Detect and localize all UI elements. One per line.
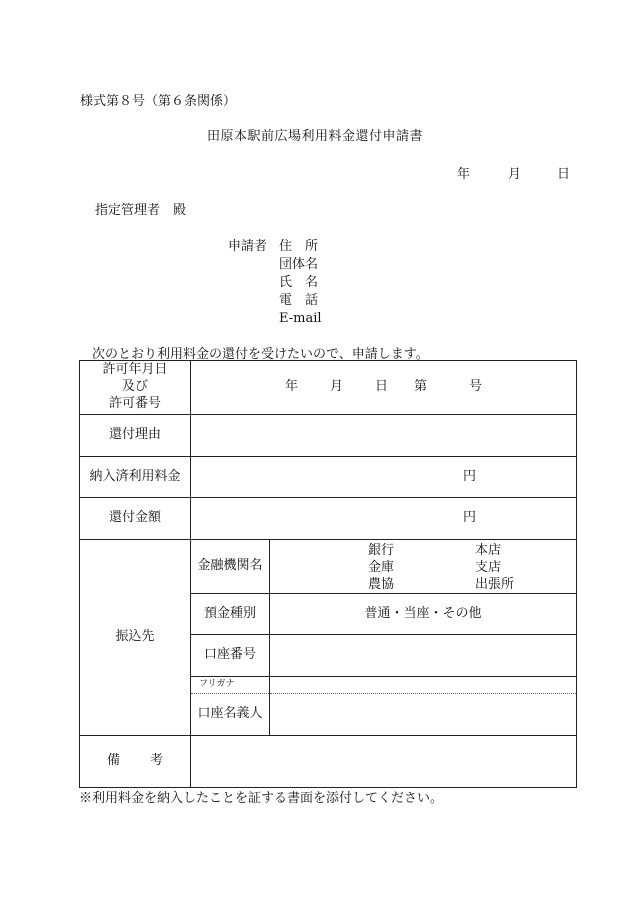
- document-title: 田原本駅前広場利用料金還付申請書: [206, 129, 423, 144]
- bank-type-kinko: 金庫: [368, 559, 395, 575]
- refund-amount-yen: 円: [463, 510, 477, 526]
- permit-label-line3: 許可番号: [108, 395, 161, 411]
- refund-amount-value-cell[interactable]: [191, 498, 577, 540]
- applicant-address-label: 住 所: [279, 239, 319, 254]
- permit-value-cell[interactable]: [191, 361, 577, 415]
- furigana-value-cell[interactable]: [270, 677, 577, 694]
- bank-options: [270, 541, 576, 593]
- paid-fee-row: [80, 457, 577, 498]
- footnote: ※利用料金を納入したことを証する書面を添付してください。: [79, 791, 444, 806]
- account-number-label: 口座番号: [191, 635, 270, 677]
- refund-amount-label: 還付金額: [80, 498, 191, 540]
- furigana-label: フリガナ: [191, 677, 270, 694]
- permit-go: 号: [469, 379, 483, 395]
- permit-year: 年: [284, 379, 298, 395]
- paid-fee-label: 納入済利用料金: [80, 457, 191, 498]
- paid-fee-value-cell[interactable]: [191, 457, 577, 498]
- applicant-email-label: E-mail: [279, 311, 322, 326]
- refund-amount-row: [80, 498, 577, 540]
- remarks-row: [80, 736, 577, 788]
- remarks-value-cell[interactable]: [191, 736, 577, 788]
- transfer-label: 振込先: [80, 540, 191, 736]
- bank-row: [80, 540, 577, 594]
- remarks-label: [80, 736, 191, 788]
- branch-type-shiten: 支店: [475, 559, 502, 575]
- branch-type-honten: 本店: [475, 542, 502, 558]
- remarks-label-b: 考: [150, 753, 164, 769]
- remarks-label-a: 備: [106, 753, 120, 769]
- refund-form-table: [79, 360, 577, 788]
- date-month: 月: [508, 167, 522, 182]
- bank-label: 金融機関名: [191, 540, 270, 594]
- reason-row: [80, 415, 577, 457]
- permit-label-line2: 及び: [121, 379, 148, 395]
- date-line: [457, 168, 570, 181]
- deposit-type-label: 預金種別: [191, 594, 270, 635]
- reason-value-cell[interactable]: [191, 415, 577, 457]
- paid-fee-yen: 円: [463, 468, 477, 484]
- applicant-name-label: 氏 名: [279, 275, 319, 290]
- intro-text: 次のとおり利用料金の還付を受けたいので、申請します。: [92, 347, 429, 362]
- account-number-value-cell[interactable]: [270, 635, 577, 677]
- applicant-phone-label: 電 話: [279, 293, 319, 308]
- date-year: 年: [457, 167, 471, 182]
- permit-day: 日: [375, 379, 389, 395]
- bank-type-ginko: 銀行: [368, 542, 395, 558]
- bank-type-nokyo: 農協: [368, 576, 395, 592]
- deposit-type-value[interactable]: 普通・当座・その他: [270, 594, 577, 635]
- account-holder-label: 口座名義人: [191, 694, 270, 736]
- permit-label-cell: [80, 361, 191, 415]
- permit-month: 月: [329, 379, 343, 395]
- branch-type-shutchojo: 出張所: [475, 576, 515, 592]
- permit-dai: 第: [414, 379, 428, 395]
- applicant-label: 申請者: [228, 239, 268, 254]
- permit-row: [80, 361, 577, 415]
- permit-label-line1: 許可年月日: [102, 362, 168, 378]
- reason-label: 還付理由: [80, 415, 191, 457]
- applicant-group-label: 団体名: [279, 257, 319, 272]
- bank-value-cell[interactable]: [270, 540, 577, 594]
- form-number: 様式第８号（第６条関係）: [80, 94, 237, 109]
- account-holder-value-cell[interactable]: [270, 694, 577, 736]
- date-day: 日: [557, 167, 571, 182]
- addressee: 指定管理者 殿: [95, 203, 187, 218]
